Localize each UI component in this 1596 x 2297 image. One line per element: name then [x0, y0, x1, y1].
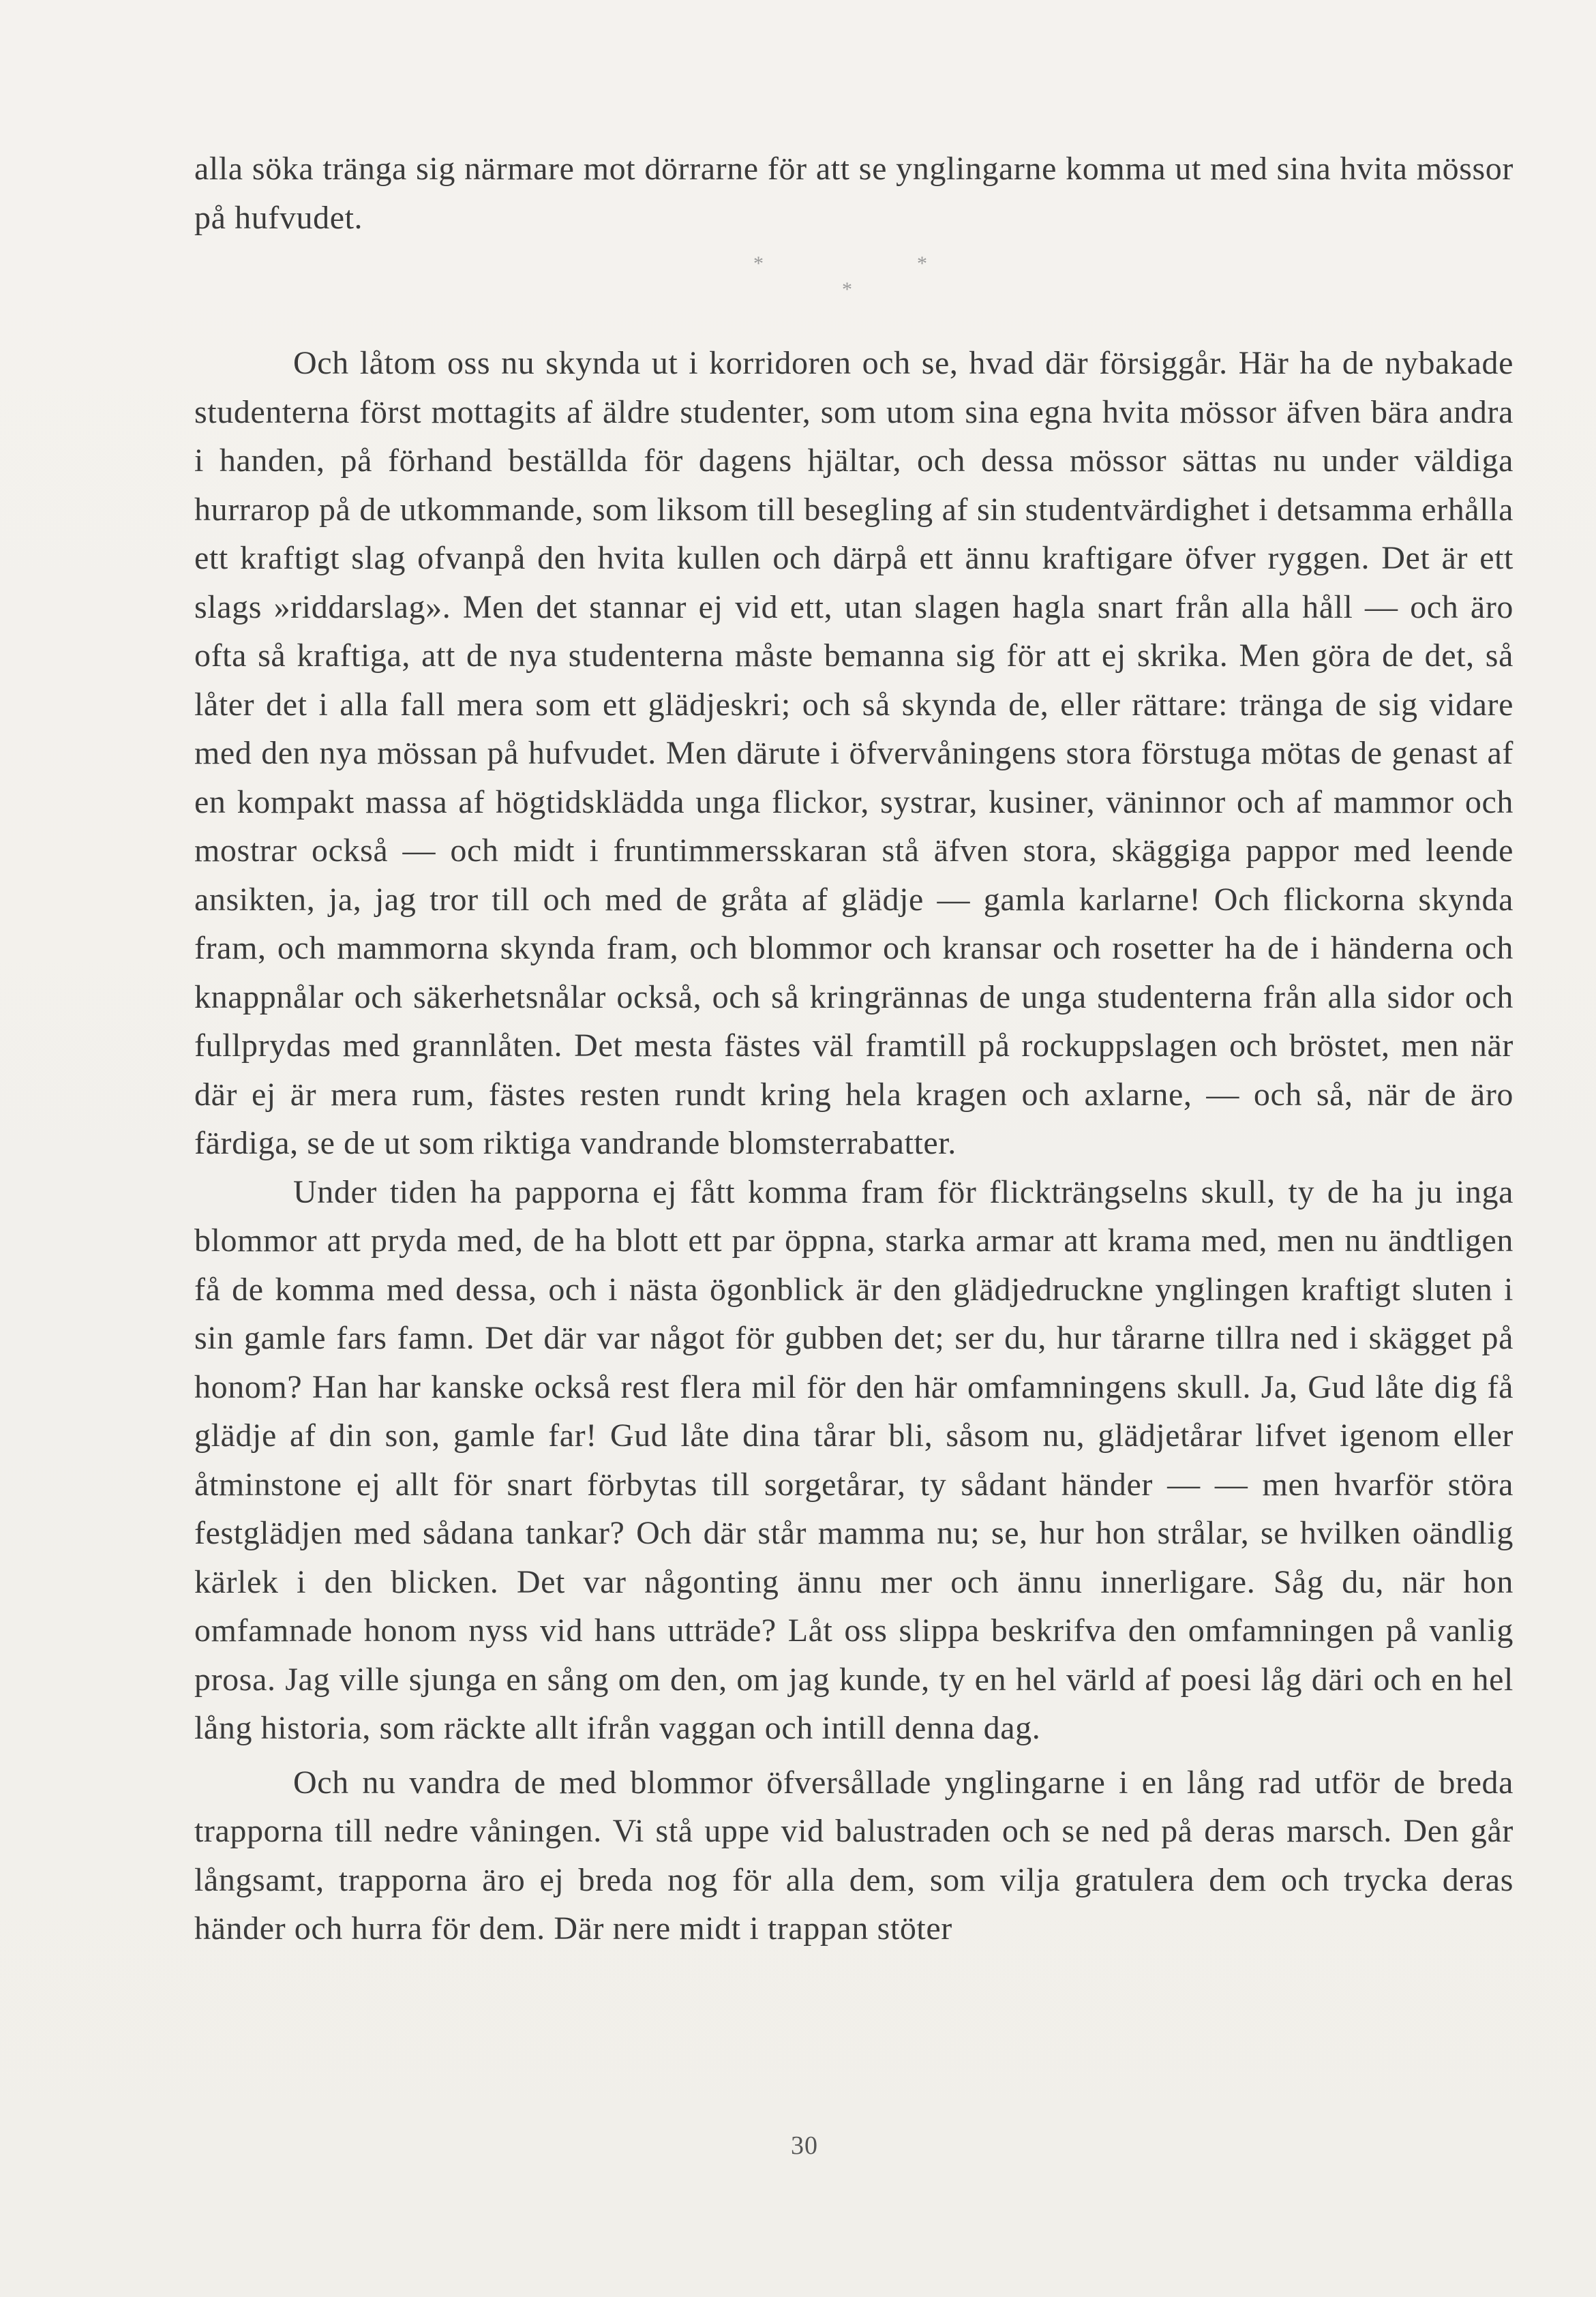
paragraph-continuation-block [194, 145, 1514, 242]
main-text-block [194, 339, 1514, 1953]
asterism-star: * [917, 252, 927, 275]
asterism-star: * [753, 252, 764, 275]
page-number: 30 [791, 2131, 818, 2160]
paragraph-stairs: Och nu vandra de med blommor öfversållade ynglingarne i en lång rad utför de breda trapporna till nedre våningen. Vi stå uppe vid balustraden och se ned på deras marsch. Den går långsamt, trapporna äro ej breda nog för alla dem, som vilja gratulera dem och trycka deras händer och hurra för dem. Där nere midt i trappan stöter [194, 1764, 1514, 1947]
asterism-star: * [842, 278, 852, 301]
paragraph-corridor: Och låtom oss nu skynda ut i korridoren och se, hvad där försiggår. Här ha de nybakade studenterna först mottagits af äldre studenter, som utom sina egna hvita mössor äfven bära andra i handen, på förhand beställda för dagens hjältar, och dessa mössor sättas nu under väldiga hurrarop på de utkommande, som liksom till besegling af sin studentvärdighet i detsamma erhålla ett kraftigt slag ofvanpå den hvita kullen och därpå ett ännu kraftigare öfver ryggen. Det är ett slags »riddarslag». Men det stannar ej vid ett, utan slagen hagla snart från alla håll — och äro ofta så kraftiga, att de nya studenterna måste bemanna sig för att ej skrika. Men göra de det, så låter det i alla fall mera som ett glädjeskri; och så skynda de, eller rättare: tränga de sig vidare med den nya mössan på hufvudet. Men därute i öfvervåningens stora förstuga mötas de genast af en kompakt massa af högtidsklädda unga flickor, systrar, kusiner, väninnor och af mammor och mostrar också — och midt i fruntimmersskaran stå äfven stora, skäggiga pappor med leende ansikten, ja, jag tror till och med de gråta af glädje — gamla karlarne! Och flickorna skynda fram, och mammorna skynda fram, och blommor och kransar och rosetter ha de i händerna och knappnålar och säkerhetsnålar också, och så kringrännas de unga studenterna från alla sidor och fullprydas med grannlåten. Det mesta fästes väl framtill på rockuppslagen och bröstet, men när där ej är mera rum, fästes resten rundt kring hela kragen och axlarne, — och så, när de äro färdiga, se de ut som riktiga vandrande blomsterrabatter. [194, 345, 1514, 1161]
paragraph-fathers: Under tiden ha papporna ej fått komma fram för flickträngselns skull, ty de ha ju inga blommor att pryda med, de ha blott ett par öppna, starka armar att krama med, men nu ändtligen få de komma med dessa, och i nästa ögonblick är den glädjedruckne ynglingen kraftigt sluten i sin gamle fars famn. Det där var något för gubben det; ser du, hur tårarne tillra ned i skägget på honom? Han har kanske också rest flera mil för den här omfamningens skull. Ja, Gud låte dig få glädje af din son, gamle far! Gud låte dina tårar bli, såsom nu, glädjetårar lifvet igenom eller åtminstone ej allt för snart förbytas till sorgetårar, ty sådant händer — — men hvarför störa festglädjen med sådana tankar? Och där står mamma nu; se, hur hon strålar, se hvilken oändlig kärlek i den blicken. Det var någonting ännu mer och ännu innerligare. Såg du, när hon omfamnade honom nyss vid hans utträde? Låt oss slippa beskrifva den omfamningen på vanlig prosa. Jag ville sjunga en sång om den, om jag kunde, ty en hel värld af poesi låg däri och en hel lång historia, som räckte allt ifrån vaggan och intill denna dag. [194, 1173, 1514, 1746]
section-separator-asterism [740, 252, 944, 307]
paragraph-continuation: alla söka tränga sig närmare mot dörrarne för att se ynglingarne komma ut med sina hvita mössor på hufvudet. [194, 151, 1514, 236]
